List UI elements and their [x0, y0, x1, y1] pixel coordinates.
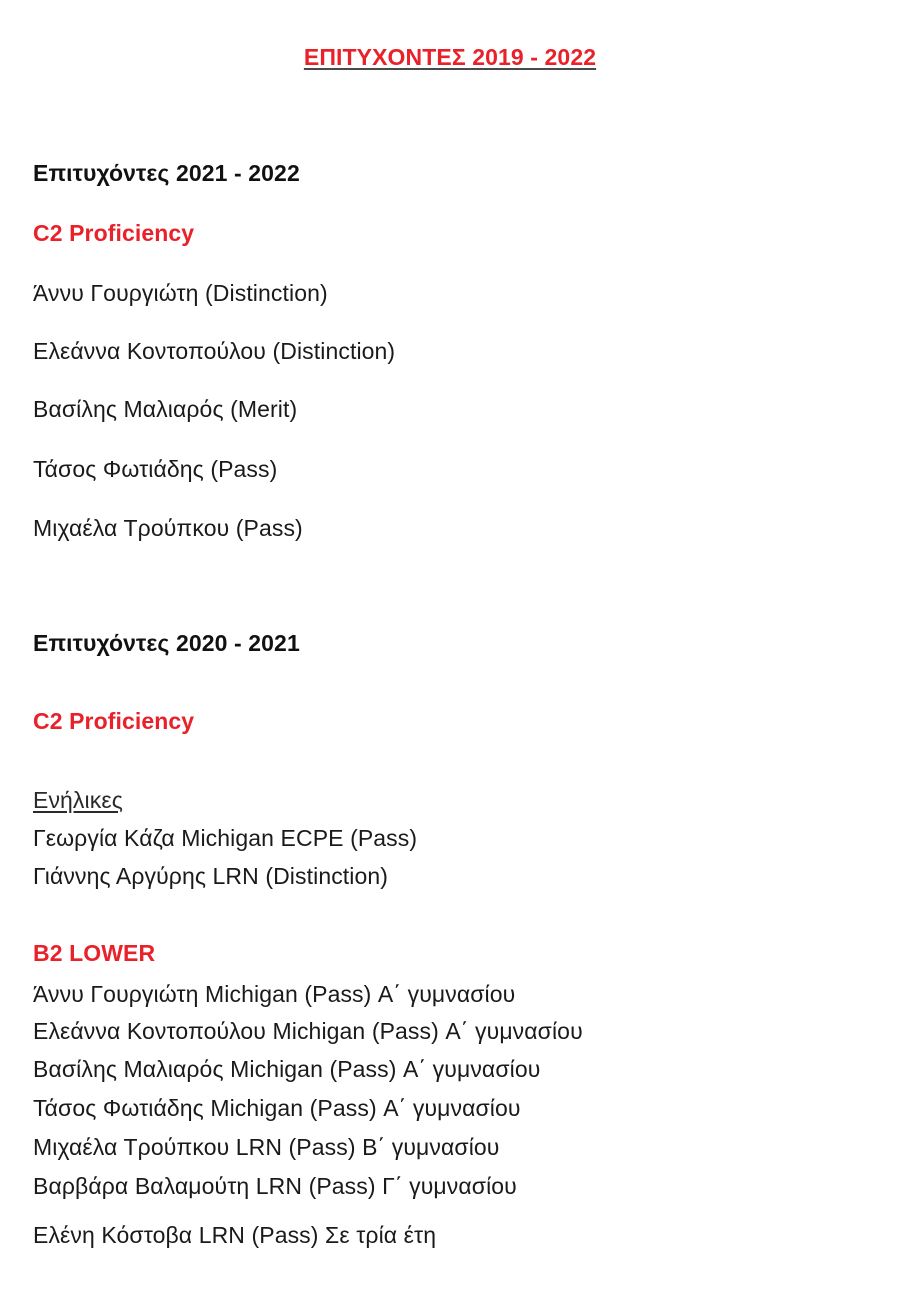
section-heading-2021-2022: Επιτυχόντες 2021 - 2022 — [33, 160, 300, 186]
list-item: Άννυ Γουργιώτη (Distinction) — [33, 280, 328, 306]
category-b2-lower: B2 LOWER — [33, 940, 156, 966]
list-item: Βασίλης Μαλιαρός (Merit) — [33, 396, 298, 422]
category-c2-proficiency-2021-2022: C2 Proficiency — [33, 220, 195, 246]
list-item: Μιχαέλα Τρούπκου (Pass) — [33, 515, 303, 541]
list-item: Ελεάννα Κοντοπούλου Michigan (Pass) Α΄ γυμνασίου — [33, 1018, 583, 1044]
list-item: Γεωργία Κάζα Michigan ECPE (Pass) — [33, 825, 418, 851]
list-item: Ελεάννα Κοντοπούλου (Distinction) — [33, 338, 396, 364]
list-item: Τάσος Φωτιάδης (Pass) — [33, 456, 278, 482]
list-item: Τάσος Φωτιάδης Michigan (Pass) Α΄ γυμνασίου — [33, 1095, 521, 1121]
subheading-adults: Ενήλικες — [33, 787, 123, 813]
list-item: Γιάννης Αργύρης LRN (Distinction) — [33, 863, 389, 889]
page-title: ΕΠΙΤΥΧΟΝΤΕΣ 2019 - 2022 — [303, 44, 597, 70]
list-item: Βαρβάρα Βαλαμούτη LRN (Pass) Γ΄ γυμνασίου — [33, 1173, 517, 1199]
list-item: Μιχαέλα Τρούπκου LRN (Pass) Β΄ γυμνασίου — [33, 1134, 500, 1160]
list-item: Βασίλης Μαλιαρός Michigan (Pass) Α΄ γυμνασίου — [33, 1056, 541, 1082]
list-item: Άννυ Γουργιώτη Michigan (Pass) Α΄ γυμνασίου — [33, 981, 516, 1007]
section-heading-2020-2021: Επιτυχόντες 2020 - 2021 — [33, 630, 300, 656]
list-item: Ελένη Κόστοβα LRN (Pass) Σε τρία έτη — [33, 1222, 437, 1248]
category-c2-proficiency-2020-2021: C2 Proficiency — [33, 708, 195, 734]
